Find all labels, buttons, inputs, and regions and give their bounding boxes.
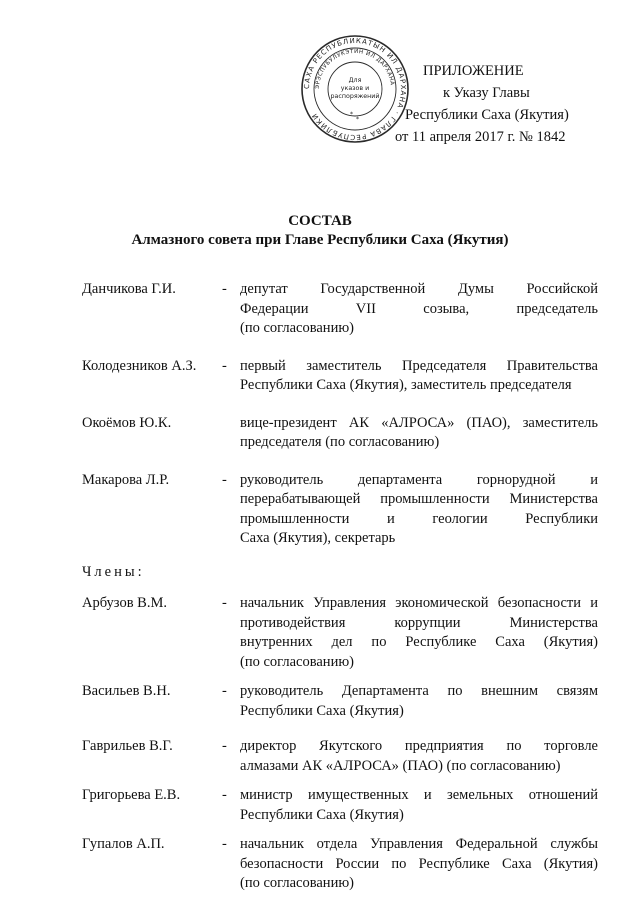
member-position xyxy=(240,471,598,549)
composition-list xyxy=(82,280,602,894)
title-main: СОСТАВ xyxy=(288,213,352,229)
position-line: вице-президент АК «АЛРОСА» (ПАО), заместитель xyxy=(240,414,598,431)
position-line: министр имущественных и земельных отношений xyxy=(240,787,598,803)
position-line: директор Якутского предприятия по торговле xyxy=(240,738,598,754)
appendix-republic: Республики Саха (Якутия) xyxy=(405,107,569,123)
position-line: (по согласованию) xyxy=(240,875,354,891)
appendix-label: ПРИЛОЖЕНИЕ xyxy=(423,63,524,79)
member-dash: - xyxy=(222,738,227,754)
member-name: Гупалов А.П. xyxy=(82,836,165,852)
member-position xyxy=(240,594,598,672)
svg-text:распоряжений: распоряжений xyxy=(330,93,380,100)
svg-text:САХА РЕСПУБЛИКАТЫН ИЛ ДАРХАНА: САХА РЕСПУБЛИКАТЫН ИЛ ДАРХАНА · ГЛАВА РЕСПУБЛИКИ xyxy=(302,36,408,142)
position-line: Республики Саха (Якутия) xyxy=(240,702,404,719)
member-name: Гаврильев В.Г. xyxy=(82,738,173,754)
svg-text:ЭРЭСПУБУЛУКЭТИН ИЛ ДАРХАНА: ЭРЭСПУБУЛУКЭТИН ИЛ ДАРХАНА xyxy=(314,48,395,90)
position-line: Саха (Якутия), секретарь xyxy=(240,530,396,546)
position-line: депутат Государственной Думы Российской xyxy=(240,281,598,297)
position-line: председателя (по согласованию) xyxy=(240,434,440,450)
position-line: внутренних дел по Республике Саха (Якутия) xyxy=(240,634,598,650)
member-position xyxy=(240,682,598,721)
svg-text:указов и: указов и xyxy=(340,85,370,92)
member-name: Данчикова Г.И. xyxy=(82,281,176,297)
members-section-label: Члены: xyxy=(82,563,145,580)
official-seal xyxy=(300,34,410,144)
member-name: Васильев В.Н. xyxy=(82,683,171,699)
list-item xyxy=(82,280,602,339)
position-line: руководитель департамента горнорудной и xyxy=(240,471,598,488)
member-dash: - xyxy=(222,683,227,699)
position-line: промышленности и геологии Республики xyxy=(240,510,598,527)
member-name: Окоёмов Ю.К. xyxy=(82,414,172,431)
list-item xyxy=(82,414,602,453)
member-dash: - xyxy=(222,471,227,488)
position-line: руководитель Департамента по внешним связям xyxy=(240,683,598,699)
position-line: безопасности России по Республике Саха (Якутия) xyxy=(240,855,598,872)
position-line: первый заместитель Председателя Правительства xyxy=(240,357,598,374)
position-line: начальник отдела Управления Федеральной службы xyxy=(240,836,598,852)
list-item xyxy=(82,594,602,672)
position-line: Федерации VII созыва, председатель xyxy=(240,300,598,317)
list-item xyxy=(82,737,602,776)
member-name: Колодезников А.З. xyxy=(82,357,197,374)
position-line: перерабатывающей промышленности Министерства xyxy=(240,491,598,507)
list-item xyxy=(82,357,602,396)
member-name: Макарова Л.Р. xyxy=(82,471,170,488)
position-line: противодействия коррупции Министерства xyxy=(240,614,598,631)
list-item xyxy=(82,471,602,549)
position-line: Республики Саха (Якутия) xyxy=(240,806,404,823)
svg-text:Для: Для xyxy=(348,77,362,84)
member-position xyxy=(240,737,598,776)
position-line: начальник Управления экономической безопасности и xyxy=(240,595,598,611)
svg-text:*: * xyxy=(356,116,359,123)
appendix-decree-ref: к Указу Главы xyxy=(443,85,530,101)
member-name: Арбузов В.М. xyxy=(82,595,167,611)
member-dash: - xyxy=(222,787,227,803)
member-position xyxy=(240,835,598,894)
appendix-date-number: от 11 апреля 2017 г. № 1842 xyxy=(395,129,566,145)
title-sub: Алмазного совета при Главе Республики Саха (Якутия) xyxy=(131,232,509,248)
position-line: Республики Саха (Якутия), заместитель председателя xyxy=(240,377,572,393)
member-position xyxy=(240,786,598,825)
list-item xyxy=(82,682,602,721)
member-position xyxy=(240,414,598,453)
member-dash: - xyxy=(222,357,227,374)
member-dash: - xyxy=(222,595,227,611)
position-line: (по согласованию) xyxy=(240,653,354,670)
member-dash: - xyxy=(222,836,227,852)
member-name: Григорьева Е.В. xyxy=(82,787,181,803)
list-item xyxy=(82,786,602,825)
document-title xyxy=(0,212,640,250)
position-line: (по согласованию) xyxy=(240,320,354,336)
member-position xyxy=(240,280,598,339)
member-position xyxy=(240,357,598,396)
appendix-header xyxy=(395,60,605,148)
position-line: алмазами АК «АЛРОСА» (ПАО) (по согласованию) xyxy=(240,757,561,774)
member-dash: - xyxy=(222,281,227,297)
svg-text:*: * xyxy=(350,111,353,118)
list-item xyxy=(82,835,602,894)
